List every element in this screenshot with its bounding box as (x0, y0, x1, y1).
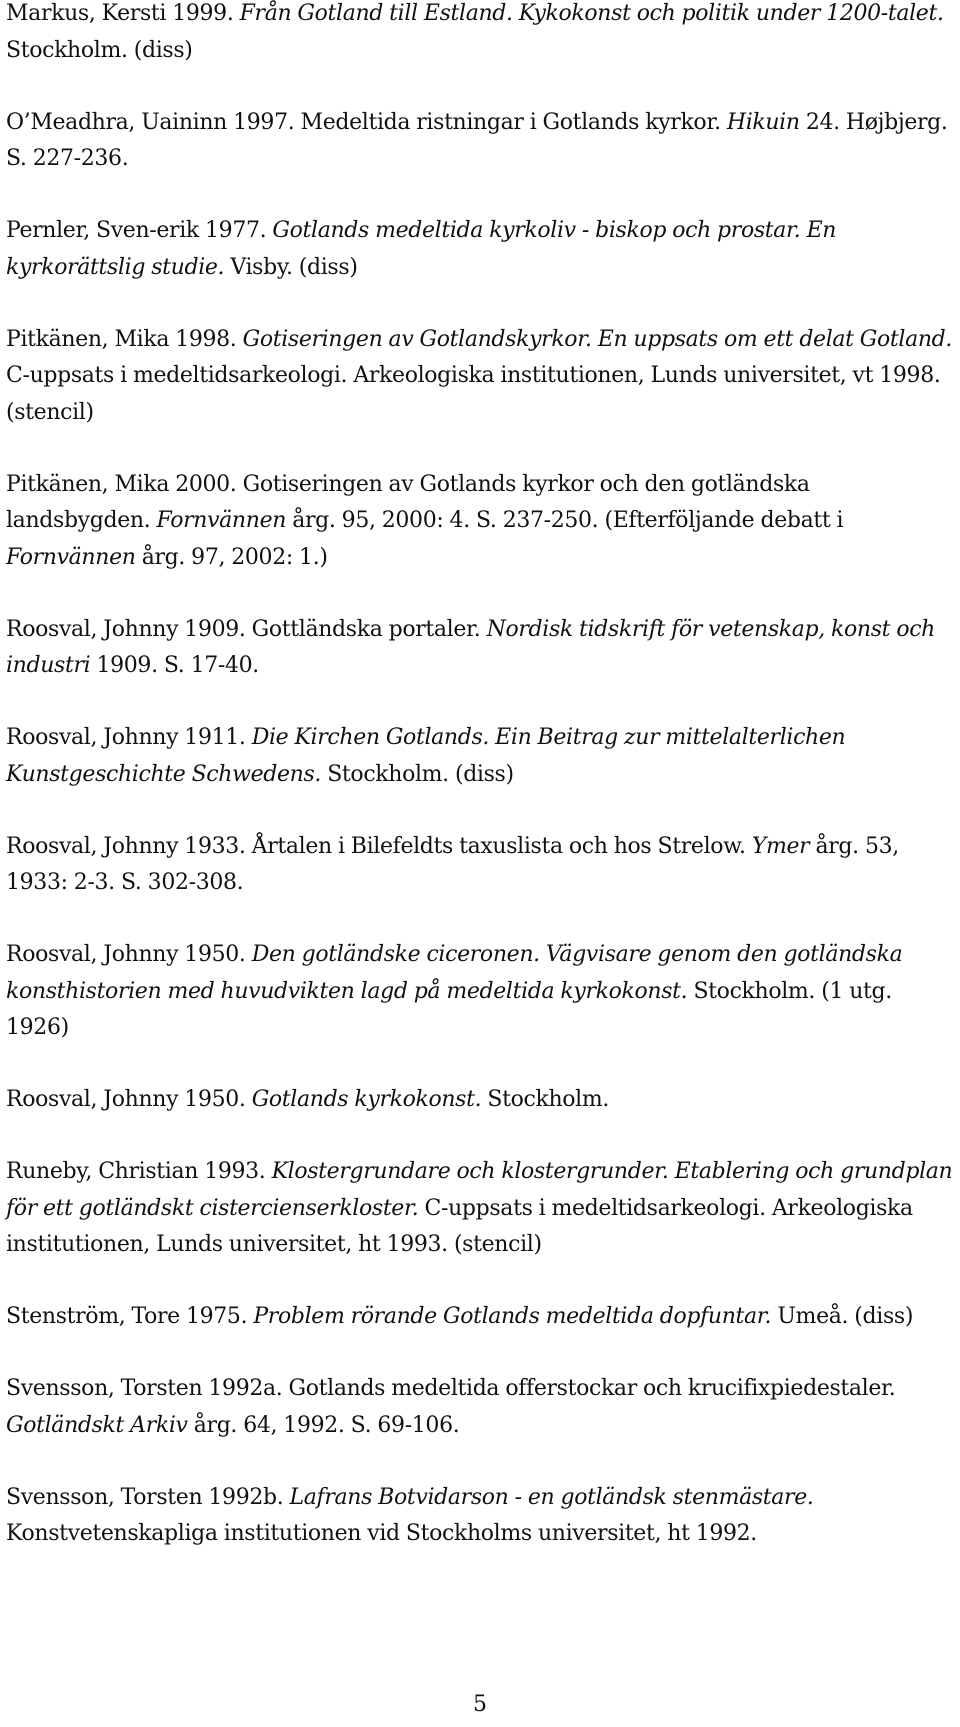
reference-text: Visby. (diss) (224, 254, 358, 280)
reference-entry (6, 322, 954, 432)
reference-list (6, 0, 954, 1588)
reference-text: årg. 64, 1992. S. 69-106. (187, 1412, 460, 1438)
reference-text: C-uppsats i medeltidsarkeologi. Arkeologiska institutionen, Lunds universitet, vt 1998. (stencil) (6, 363, 941, 425)
reference-title: Från Gotland till Estland. Kykokonst och politik under 1200-talet. (239, 1, 944, 26)
reference-title: Die Kirchen Gotlands. Ein Beitrag zur mittelalterlichen Kunstgeschichte Schwedens. (6, 725, 846, 787)
reference-text: Roosval, Johnny 1909. Gottländska portaler. (6, 616, 487, 642)
reference-title: Hikuin (726, 109, 800, 135)
reference-title: Gotiseringen av Gotlandskyrkor. En uppsats om ett delat Gotland. (242, 326, 953, 352)
reference-text: O’Meadhra, Uaininn 1997. Medeltida ristningar i Gotlands kyrkor. (6, 109, 727, 135)
reference-entry (6, 1299, 954, 1336)
reference-title: Gotlands medeltida kyrkoliv - biskop och prostar. En kyrkorättslig studie. (6, 218, 837, 280)
reference-text: 1909. S. 17-40. (90, 653, 259, 678)
reference-text: Roosval, Johnny 1911. (6, 725, 252, 750)
reference-text: årg. 53, 1933: 2-3. S. 302-308. (6, 833, 899, 895)
reference-title: Den gotländske ciceronen. Vägvisare genom den gotländska konsthistorien med huvudvikten lagd på medeltida kyrkokonst. (6, 942, 903, 1004)
reference-text: C-uppsats i medeltidsarkeologi. Arkeologiska institutionen, Lunds universitet, ht 1993. (stencil) (6, 1195, 913, 1257)
reference-title: Gotländskt Arkiv (6, 1412, 188, 1438)
reference-entry (6, 1154, 954, 1264)
reference-text: 24. Højbjerg. S. 227-236. (6, 109, 948, 171)
reference-title: Ymer (751, 833, 810, 859)
reference-entry (6, 105, 954, 178)
reference-entry (6, 1082, 954, 1119)
reference-text: Stenström, Tore 1975. (6, 1304, 254, 1329)
reference-entry (6, 213, 954, 286)
reference-text: årg. 95, 2000: 4. S. 237-250. (Efterföljande debatt i (286, 508, 844, 533)
reference-text: Svensson, Torsten 1992b. (6, 1484, 290, 1510)
reference-title: Lafrans Botvidarson - en gotländsk stenmästare. (289, 1484, 814, 1510)
reference-entry (6, 612, 954, 685)
reference-entry (6, 0, 954, 69)
reference-text: Pernler, Sven-erik 1977. (6, 218, 273, 243)
reference-text: Pitkänen, Mika 2000. Gotiseringen av Gotlands kyrkor och den gotländska landsbygden. (6, 471, 810, 533)
reference-entry (6, 937, 954, 1047)
reference-title: Nordisk tidskrift för vetenskap, konst och industri (6, 616, 936, 678)
reference-entry (6, 467, 954, 577)
reference-text: Stockholm. (1 utg. 1926) (6, 978, 892, 1040)
reference-entry (6, 1371, 954, 1444)
reference-title: Gotlands kyrkokonst. (251, 1087, 482, 1112)
reference-text: Pitkänen, Mika 1998. (6, 326, 243, 352)
reference-text: Stockholm. (diss) (321, 761, 514, 787)
reference-title: Klostergrundare och klostergrunder. Etablering och grundplan för ett gotländskt cistercienserkloster. (6, 1159, 953, 1221)
reference-entry (6, 829, 954, 902)
reference-text: Roosval, Johnny 1950. (6, 1087, 252, 1112)
page-number: 5 (473, 1692, 487, 1717)
reference-text: Roosval, Johnny 1950. (6, 942, 252, 967)
reference-entry (6, 1480, 954, 1553)
reference-title: Fornvännen (156, 508, 287, 533)
reference-text: Markus, Kersti 1999. (6, 1, 240, 26)
reference-text: årg. 97, 2002: 1.) (135, 544, 328, 570)
reference-text: Runeby, Christian 1993. (6, 1159, 272, 1184)
reference-text: Umeå. (diss) (771, 1304, 914, 1329)
reference-text: Svensson, Torsten 1992a. Gotlands medeltida offerstockar och krucifixpiedestaler. (6, 1376, 896, 1401)
reference-title: Problem rörande Gotlands medeltida dopfuntar. (253, 1304, 772, 1329)
reference-entry (6, 720, 954, 793)
reference-text: Stockholm. (481, 1087, 610, 1112)
reference-text: Roosval, Johnny 1933. Årtalen i Bilefeldts taxuslista och hos Strelow. (6, 833, 752, 859)
reference-text: Konstvetenskapliga institutionen vid Stockholms universitet, ht 1992. (6, 1521, 757, 1546)
reference-text: Stockholm. (diss) (6, 37, 193, 63)
reference-title: Fornvännen (6, 544, 136, 570)
